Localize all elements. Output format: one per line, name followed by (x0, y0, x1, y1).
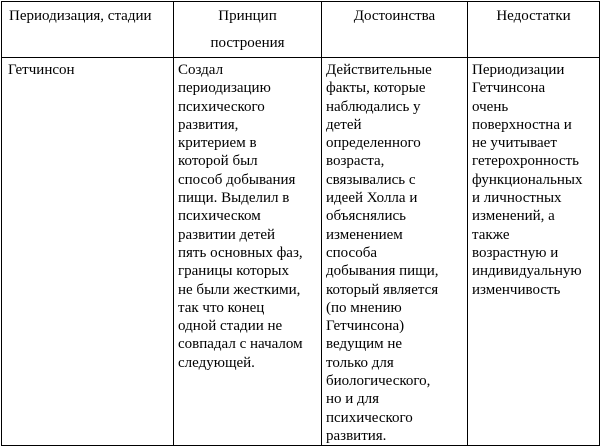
cell-text-line: так что конец (178, 299, 265, 316)
cell-text-line: индивидуальную (472, 263, 582, 280)
cell-text-line: функциональных (472, 171, 583, 188)
cell-text-line: которой был (178, 153, 258, 170)
cell-text-line: Действительные (326, 62, 432, 78)
cell-text-line: развития, (178, 116, 239, 133)
table-row (2, 58, 600, 446)
header-disadvantages (468, 2, 600, 58)
cell-text-line: также (472, 226, 510, 243)
cell-text-line: психического (326, 409, 413, 426)
cell-text-line: возрастную и (472, 244, 559, 261)
cell-text-line: периодизацию (178, 80, 271, 97)
cell-text-line: поверхностна и (472, 116, 572, 133)
cell-text-line: детей (326, 116, 362, 133)
cell-text-line: пять основных фаз, (178, 244, 303, 261)
cell-text-line: изменчивость (472, 281, 561, 298)
cell-text-line: только для (326, 354, 394, 371)
cell-text-line: объяснялись (326, 208, 407, 225)
cell-text-line: способа (326, 244, 378, 261)
cell-advantages (322, 58, 468, 446)
cell-text-line: наблюдались у (326, 98, 421, 115)
cell-text-line: и личностных (472, 190, 562, 207)
cell-text-line: не были жесткими, (178, 281, 301, 298)
cell-text-line: который является (326, 281, 439, 298)
cell-text-line: связывались с (326, 171, 416, 188)
cell-text-line: границы которых (178, 263, 289, 280)
cell-text-line: совпадал с началом (178, 336, 303, 353)
table-header-row (2, 2, 600, 58)
cell-text-line: Периодизация, стадии (9, 8, 152, 24)
cell-text-line: ведущим не (326, 336, 403, 353)
cell-text-line: Гетчинсона) (326, 318, 405, 335)
cell-text-line: Гетчинсона (472, 80, 546, 97)
cell-text-line: Недостатки (496, 8, 571, 24)
cell-text-line: добывания пищи, (326, 263, 439, 280)
cell-text-line: (по мнению (326, 299, 402, 316)
cell-text-line: развития. (326, 427, 387, 444)
cell-text-line: определенного (326, 135, 421, 152)
cell-text-line: одной стадии не (178, 318, 283, 335)
periodization-table (1, 1, 600, 446)
cell-text-line: идеей Холла и (326, 190, 418, 207)
cell-text-line: биологического, (326, 373, 431, 390)
cell-text-line: развитии детей (178, 226, 276, 243)
cell-text-line: не учитывает (472, 135, 557, 152)
cell-stage (2, 58, 174, 446)
cell-text-line: гетерохронность (472, 153, 579, 170)
cell-text-line: возраста, (326, 153, 385, 170)
cell-disadvantages (468, 58, 600, 446)
cell-text-line: построения (210, 35, 285, 51)
cell-text-line: пищи. Выделил в (178, 190, 290, 207)
cell-principle (174, 58, 322, 446)
cell-text-line: но и для (326, 391, 380, 408)
cell-text-line: психическом (178, 208, 261, 225)
cell-text-line: Достоинства (353, 8, 436, 24)
cell-text-line: Периодизации (472, 62, 565, 78)
cell-text-line: факты, которые (326, 80, 426, 97)
cell-text-line: Принцип (218, 8, 277, 24)
header-periodization (2, 2, 174, 58)
cell-text-line: критерием в (178, 135, 257, 152)
cell-text-line: очень (472, 98, 509, 115)
cell-text-line: изменением (326, 226, 403, 243)
cell-text-line: психического (178, 98, 265, 115)
cell-text-line: Гетчинсон (8, 62, 75, 78)
cell-text-line: изменений, а (472, 208, 555, 225)
cell-text-line: Создал (178, 62, 224, 78)
header-advantages (322, 2, 468, 58)
cell-text-line: следующей. (178, 354, 255, 371)
cell-text-line: способ добывания (178, 171, 296, 188)
header-principle (174, 2, 322, 58)
